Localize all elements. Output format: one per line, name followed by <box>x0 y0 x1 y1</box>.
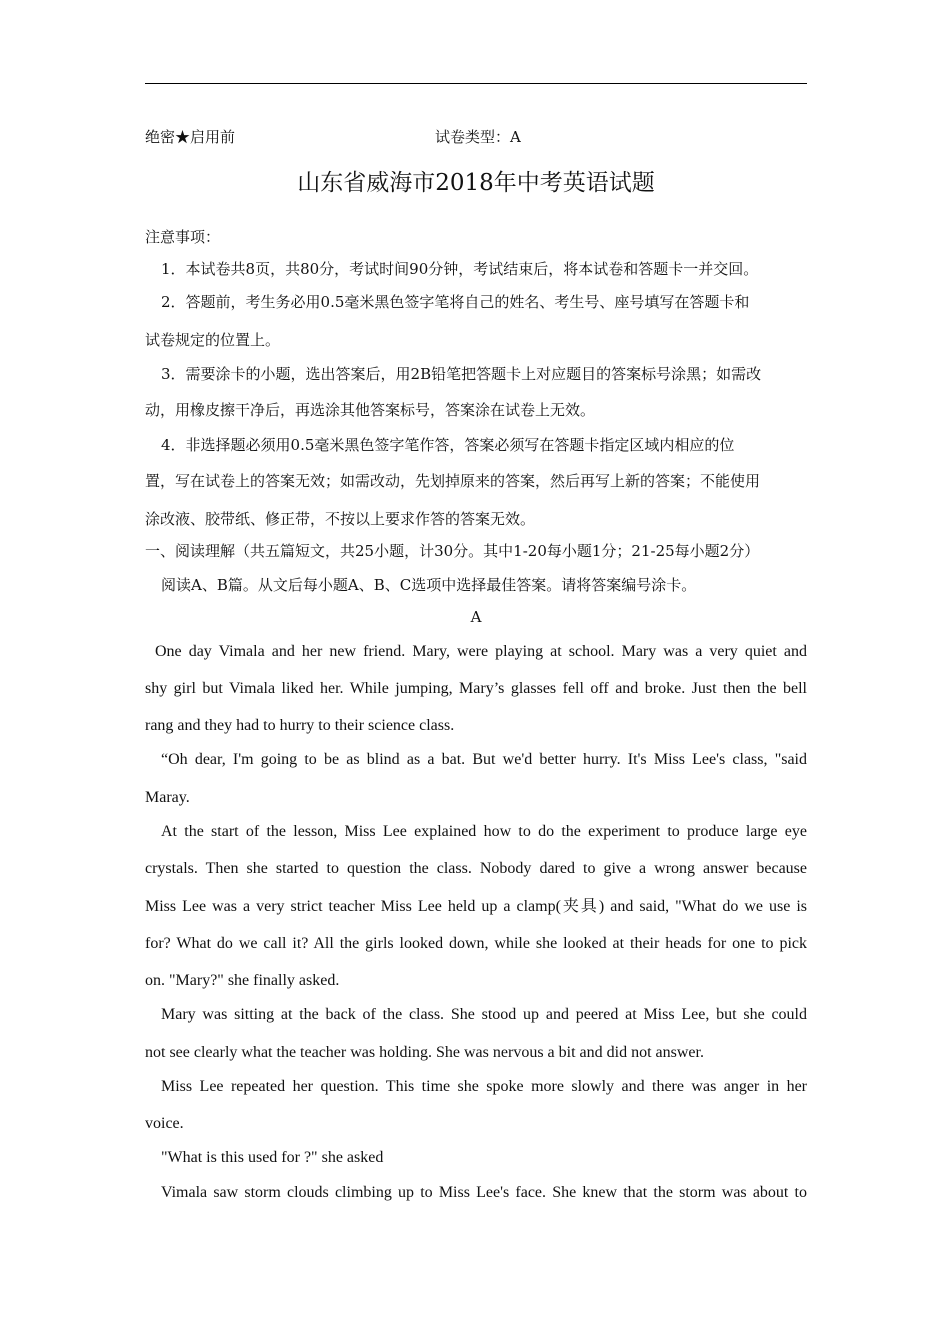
passage-line: Mary was sitting at the back of the class. She stood up and peered at Miss Lee, but she could <box>161 1006 807 1023</box>
passage-line: Maray. <box>145 789 190 806</box>
section-instruction: 阅读A、B篇。从文后每小题A、B、C选项中选择最佳答案。请将答案编号涂卡。 <box>161 576 697 594</box>
notes-heading: 注意事项： <box>145 228 221 246</box>
note-line: 置，写在试卷上的答案无效；如需改动，先划掉原来的答案，然后再写上新的答案；不能使用 <box>145 472 761 490</box>
paper-type-label: 试卷类型：A <box>435 128 521 146</box>
passage-line: At the start of the lesson, Miss Lee explained how to do the experiment to produce large eye <box>161 823 807 840</box>
passage-line: Vimala saw storm clouds climbing up to Miss Lee's face. She knew that the storm was about to <box>161 1184 807 1201</box>
note-line: 2．答题前，考生务必用0.5毫米黑色签字笔将自己的姓名、考生号、座号填写在答题卡和 <box>161 293 750 311</box>
passage-line: for? What do we call it? All the girls looked down, while she looked at their heads for one to pick <box>145 935 807 952</box>
note-line: 试卷规定的位置上。 <box>145 331 281 349</box>
passage-line: Miss Lee was a very strict teacher Miss Lee held up a clamp(夹具) and said, "What do we use is <box>145 898 807 915</box>
note-line: 动，用橡皮擦干净后，再选涂其他答案标号，答案涂在试卷上无效。 <box>145 401 596 419</box>
passage-line: "What is this used for ?" she asked <box>161 1149 384 1166</box>
header-rule <box>145 83 807 84</box>
passage-line: shy girl but Vimala liked her. While jumping, Mary’s glasses fell off and broke. Just then the bell <box>145 680 807 697</box>
confidential-label: 绝密★启用前 <box>145 128 236 146</box>
note-line: 3．需要涂卡的小题，选出答案后，用2B铅笔把答题卡上对应题目的答案标号涂黑；如需改 <box>161 365 762 383</box>
passage-line: rang and they had to hurry to their science class. <box>145 717 455 734</box>
passage-letter: A <box>470 608 482 626</box>
note-line: 4．非选择题必须用0.5毫米黑色签字笔作答，答案必须写在答题卡指定区域内相应的位 <box>161 436 735 454</box>
passage-line: on. "Mary?" she finally asked. <box>145 972 340 989</box>
passage-line: not see clearly what the teacher was holding. She was nervous a bit and did not answer. <box>145 1044 704 1061</box>
passage-line: Miss Lee repeated her question. This time she spoke more slowly and there was anger in her <box>161 1078 807 1095</box>
section-heading: 一、阅读理解（共五篇短文，共25小题，计30分。其中1-20每小题1分；21-25每小题2分） <box>145 542 760 560</box>
note-line: 1．本试卷共8页，共80分，考试时间90分钟，考试结束后，将本试卷和答题卡一并交回。 <box>161 260 759 278</box>
passage-line: One day Vimala and her new friend. Mary, were playing at school. Mary was a very quiet and <box>155 643 807 660</box>
note-line: 涂改液、胶带纸、修正带，不按以上要求作答的答案无效。 <box>145 510 536 528</box>
exam-title: 山东省威海市2018年中考英语试题 <box>297 170 655 196</box>
passage-line: “Oh dear, I'm going to be as blind as a bat. But we'd better hurry. It's Miss Lee's class, "said <box>161 751 807 768</box>
passage-line: crystals. Then she started to question the class. Nobody dared to give a wrong answer because <box>145 860 807 877</box>
passage-line: voice. <box>145 1115 184 1132</box>
